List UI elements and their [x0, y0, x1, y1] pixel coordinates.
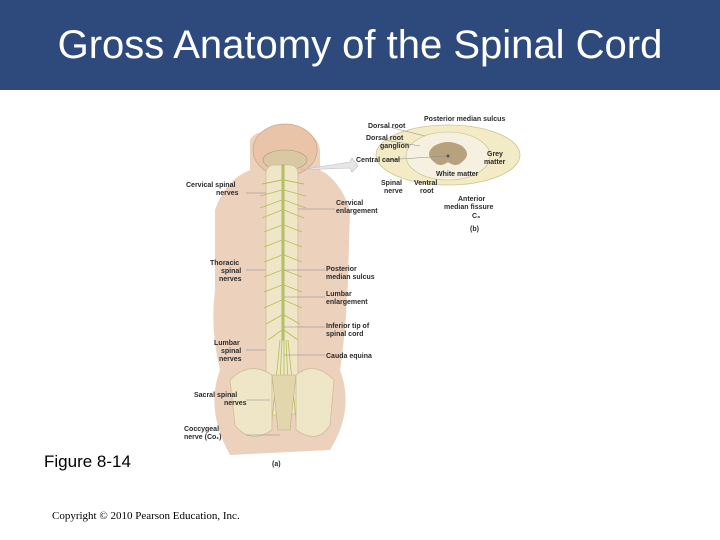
label-panel-a: (a)	[272, 461, 281, 468]
label-posterior-median-sulcus-1: Posterior	[326, 266, 357, 273]
label-lumbar-enlargement-2: enlargement	[326, 299, 368, 306]
spinal-cord	[282, 165, 284, 340]
label-c3: C₃	[472, 213, 481, 220]
label-cauda-equina: Cauda equina	[326, 353, 372, 360]
label-dorsal-root-ganglion-2: ganglion	[380, 143, 410, 150]
label-thoracic-spinal-nerves-3: nerves	[219, 276, 242, 283]
slide-title: Gross Anatomy of the Spinal Cord	[57, 23, 663, 67]
label-grey-matter-2: matter	[484, 159, 506, 166]
label-thoracic-spinal-nerves-2: spinal	[221, 268, 242, 275]
label-dorsal-root: Dorsal root	[368, 123, 406, 130]
label-dorsal-root-ganglion-1: Dorsal root	[366, 135, 404, 142]
label-inferior-tip-2: spinal cord	[326, 331, 364, 338]
label-anterior-median-fissure-1: Anterior	[458, 196, 486, 203]
label-lumbar-spinal-nerves-1: Lumbar	[214, 340, 240, 347]
label-cervical-enlargement-2: enlargement	[336, 208, 378, 215]
label-coccygeal-nerve-1: Coccygeal	[184, 426, 220, 433]
label-ventral-root-1: Ventral	[414, 180, 438, 187]
label-lumbar-spinal-nerves-3: nerves	[219, 356, 242, 363]
label-inferior-tip-1: Inferior tip of	[326, 323, 370, 330]
central-canal	[447, 155, 450, 158]
label-ventral-root-2: root	[420, 188, 434, 195]
label-panel-b: (b)	[470, 226, 479, 233]
label-cervical-spinal-nerves-2: nerves	[216, 190, 239, 197]
figure-caption: Figure 8-14	[44, 452, 131, 471]
label-sacral-spinal-nerves-1: Sacral spinal	[194, 392, 238, 399]
label-coccygeal-nerve-2: nerve (Co₁)	[184, 434, 222, 441]
label-posterior-median-sulcus-2: median sulcus	[326, 274, 375, 281]
label-white-matter: White matter	[436, 171, 479, 178]
label-sacral-spinal-nerves-2: nerves	[224, 400, 247, 407]
label-grey-matter-1: Grey	[487, 151, 503, 158]
label-cervical-spinal-nerves-1: Cervical spinal	[186, 182, 236, 189]
label-lumbar-spinal-nerves-2: spinal	[221, 348, 242, 355]
label-anterior-median-fissure-2: median fissure	[444, 204, 494, 211]
label-central-canal: Central canal	[356, 157, 400, 164]
label-spinal-nerve-1: Spinal	[381, 180, 403, 187]
label-cervical-enlargement-1: Cervical	[336, 200, 364, 207]
copyright-notice: Copyright © 2010 Pearson Education, Inc.	[52, 510, 240, 522]
label-lumbar-enlargement-1: Lumbar	[326, 291, 352, 298]
label-thoracic-spinal-nerves-1: Thoracic	[210, 260, 240, 267]
label-spinal-nerve-2: nerve	[384, 188, 403, 195]
label-posterior-median-sulcus-top: Posterior median sulcus	[424, 116, 506, 123]
